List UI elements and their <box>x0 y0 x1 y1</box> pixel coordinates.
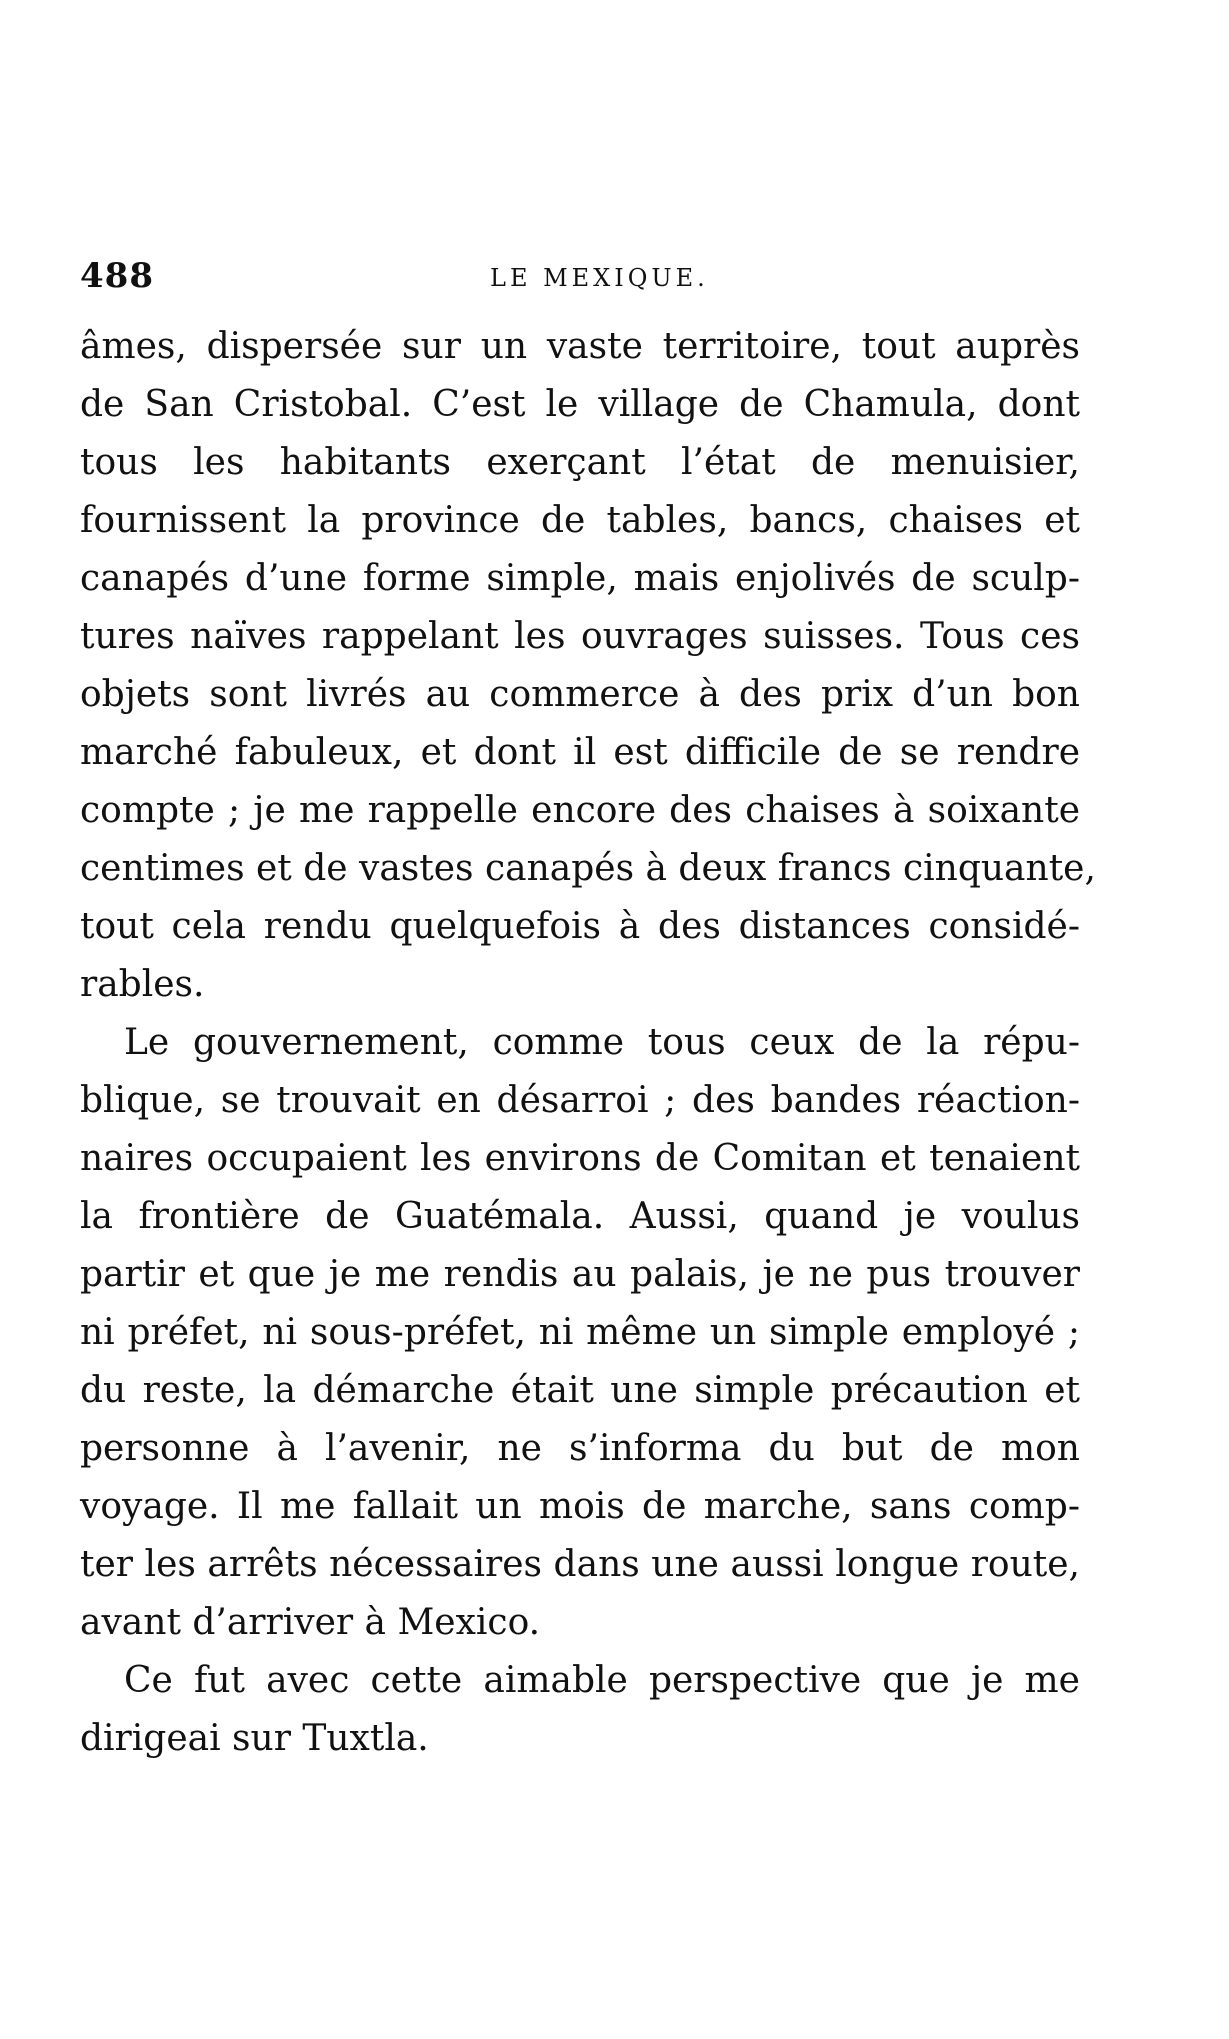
text-line: canapés d’une forme simple, mais enjolivés de sculp- <box>80 558 1080 599</box>
text-line: dirigeai sur Tuxtla. <box>80 1718 429 1759</box>
text-line: la frontière de Guatémala. Aussi, quand je voulus <box>80 1196 1080 1237</box>
paragraph-3 <box>80 1652 1080 1768</box>
text-line: âmes, dispersée sur un vaste territoire, tout auprès <box>80 326 1080 367</box>
text-line: tures naïves rappelant les ouvrages suisses. Tous ces <box>80 616 1080 657</box>
text-line: rables. <box>80 964 205 1005</box>
text-line: personne à l’avenir, ne s’informa du but de mon <box>80 1428 1080 1469</box>
body-text <box>80 318 1096 1768</box>
text-line: avant d’arriver à Mexico. <box>80 1602 541 1643</box>
text-line: ter les arrêts nécessaires dans une aussi longue route, <box>80 1544 1080 1585</box>
text-line: tous les habitants exerçant l’état de menuisier, <box>80 442 1080 483</box>
text-line: partir et que je me rendis au palais, je ne pus trouver <box>80 1254 1080 1295</box>
text-line: de San Cristobal. C’est le village de Chamula, dont <box>80 384 1080 425</box>
running-title: LE MEXIQUE. <box>490 264 709 292</box>
text-line: blique, se trouvait en désarroi ; des bandes réaction- <box>80 1080 1080 1121</box>
text-line: tout cela rendu quelquefois à des distances considé- <box>80 906 1080 947</box>
text-line: Le gouvernement, comme tous ceux de la répu- <box>124 1022 1080 1063</box>
paragraph-1 <box>80 318 1096 1014</box>
text-line: objets sont livrés au commerce à des prix d’un bon <box>80 674 1080 715</box>
paragraph-2 <box>80 1014 1080 1652</box>
text-line: Ce fut avec cette aimable perspective que je me <box>124 1660 1080 1701</box>
text-line: centimes et de vastes canapés à deux francs cinquante, <box>80 848 1096 889</box>
text-line: du reste, la démarche était une simple précaution et <box>80 1370 1080 1411</box>
running-head <box>80 256 1080 300</box>
text-line: ni préfet, ni sous-préfet, ni même un simple employé ; <box>80 1312 1080 1353</box>
text-line: naires occupaient les environs de Comitan et tenaient <box>80 1138 1080 1179</box>
text-line: voyage. Il me fallait un mois de marche, sans comp- <box>80 1486 1080 1527</box>
text-line: compte ; je me rappelle encore des chaises à soixante <box>80 790 1080 831</box>
text-line: fournissent la province de tables, bancs, chaises et <box>80 500 1080 541</box>
text-line: marché fabuleux, et dont il est difficile de se rendre <box>80 732 1080 773</box>
page-number: 488 <box>80 256 154 296</box>
